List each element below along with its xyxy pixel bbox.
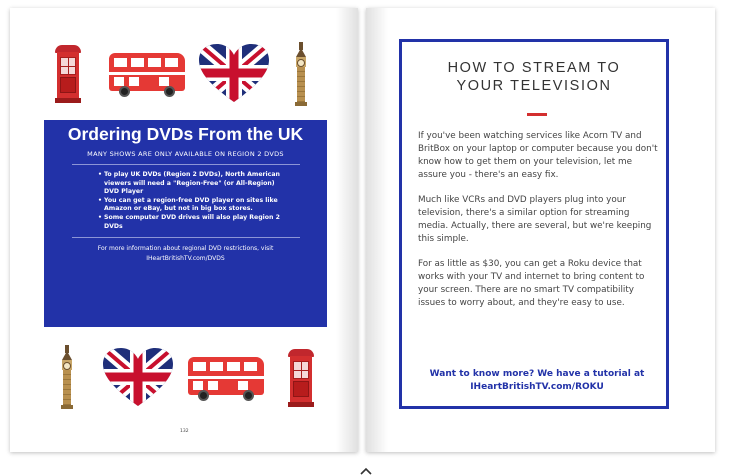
roku-link[interactable]: IHeartBritishTV.com/ROKU	[470, 382, 604, 392]
more-info-text	[44, 244, 327, 264]
stream-tv-frame	[399, 39, 669, 409]
more-info-link[interactable]: IHeartBritishTV.com/DVDS	[146, 255, 225, 263]
title-line: YOUR TELEVISION	[456, 78, 612, 94]
box-bullet-list	[44, 171, 284, 231]
page-title	[402, 59, 666, 95]
gutter-shadow	[336, 8, 358, 452]
box-subtitle: MANY SHOWS ARE ONLY AVAILABLE ON REGION 2 DVDS	[87, 150, 284, 158]
paragraph: Much like VCRs and DVD players plug into your television, there's a similar option for streaming media. Actually, there are several, but we're keeping this simple.	[418, 195, 652, 244]
left-page	[10, 8, 358, 452]
ordering-dvds-box	[44, 120, 327, 327]
box-divider	[72, 237, 300, 238]
bullet-item: • To play UK DVDs (Region 2 DVDs), North American viewers will need a "Region-Free" (or All-Region) DVD Player	[104, 171, 284, 197]
double-decker-bus-icon	[109, 53, 187, 99]
big-ben-icon	[60, 345, 74, 409]
bullet-item: • Some computer DVD drives will also play Region 2 DVDs	[104, 214, 284, 231]
call-to-action	[416, 368, 658, 394]
paragraph: For as little as $30, you can get a Roku device that works with your TV and internet to bring content to your screen. There are no smart TV compatibility issues to worry about, and they're easy to use.	[418, 259, 645, 308]
double-decker-bus-icon	[188, 357, 266, 403]
cta-text: Want to know more? We have a tutorial at	[429, 369, 645, 379]
big-ben-icon	[294, 42, 308, 106]
phone-box-icon	[288, 349, 314, 407]
title-line: HOW TO STREAM TO	[447, 60, 621, 76]
chevron-up-icon[interactable]	[359, 466, 373, 476]
right-page	[366, 8, 715, 452]
page-number: 132	[180, 429, 189, 434]
union-jack-heart-icon	[199, 44, 269, 104]
gutter-shadow	[366, 8, 388, 452]
phone-box-icon	[55, 45, 81, 103]
paragraph: If you've been watching services like Acorn TV and BritBox on your laptop or computer because you don't know how to get them on your television, let me assure you - there's an easy fix.	[418, 131, 658, 180]
book-spread	[10, 8, 715, 452]
union-jack-heart-icon	[103, 348, 173, 408]
title-underline	[527, 113, 547, 116]
article-body	[418, 130, 662, 322]
more-info-line: For more information about regional DVD restrictions, visit	[97, 245, 274, 253]
box-title: Ordering DVDs From the UK	[67, 124, 304, 144]
bullet-item: • You can get a region-free DVD player on sites like Amazon or eBay, but not in big box stores.	[104, 197, 284, 214]
box-divider	[72, 164, 300, 165]
